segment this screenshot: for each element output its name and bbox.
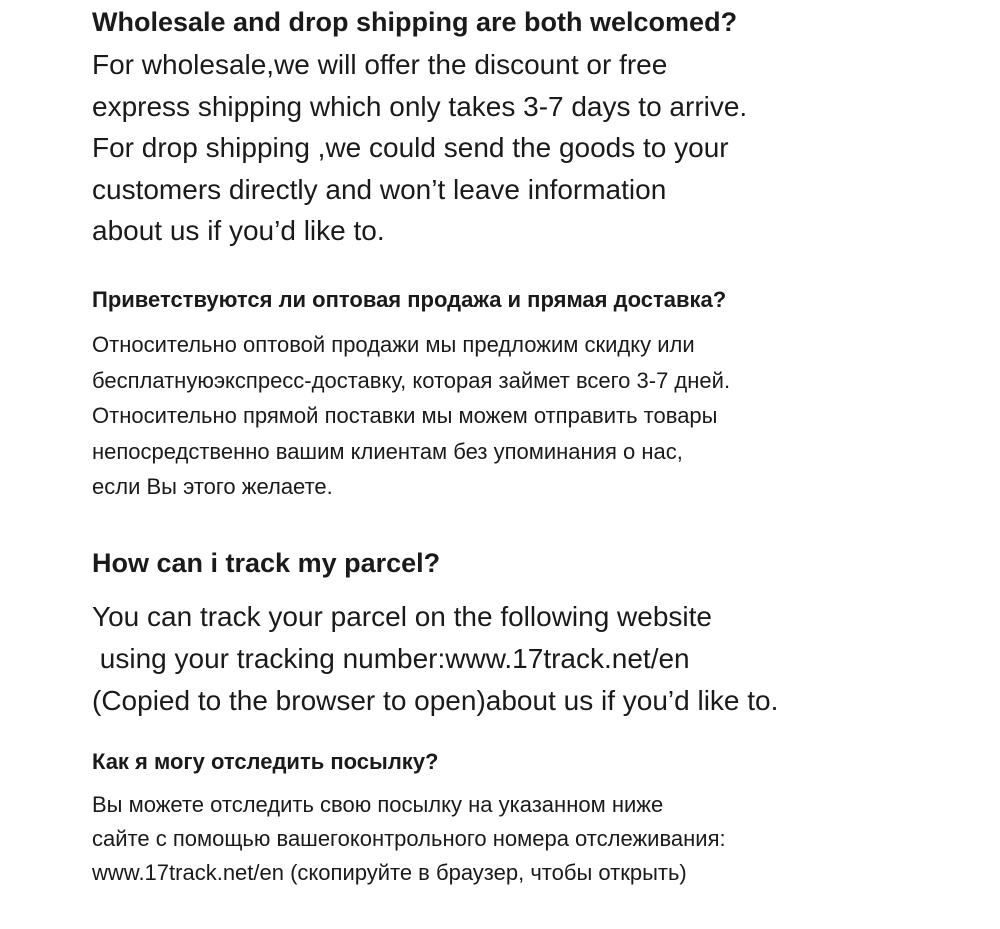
body-line: For wholesale,we will offer the discount or free — [92, 49, 668, 80]
body-line: You can track your parcel on the following website — [92, 601, 712, 632]
faq-section-wholesale-en — [92, 0, 972, 252]
section-body — [92, 788, 972, 890]
faq-section-tracking-en — [92, 541, 972, 722]
body-line: если Вы этого желаете. — [92, 474, 333, 499]
body-line: бесплатнуюэкспресс-доставку, которая займет всего 3-7 дней. — [92, 367, 731, 393]
body-line: сайте с помощью вашегоконтрольного номера отслеживания: — [92, 826, 726, 851]
body-line: using your tracking number:www.17track.net/en — [92, 643, 690, 674]
body-line: For drop shipping ,we could send the goods to your — [92, 132, 729, 163]
body-line: express shipping which only takes 3-7 days to arrive. — [92, 90, 748, 122]
body-line: Вы можете отследить свою посылку на указанном ниже — [92, 792, 664, 817]
body-line: Относительно оптовой продажи мы предложим скидку или — [92, 332, 695, 357]
body-line: about us if you’d like to. — [92, 215, 385, 246]
section-heading: Приветствуются ли оптовая продажа и прямая доставка? — [92, 287, 727, 312]
section-body — [92, 596, 972, 722]
body-line: www.17track.net/en (скопируйте в браузер, чтобы открыть) — [92, 860, 687, 885]
section-heading: Wholesale and drop shipping are both welcomed? — [92, 7, 738, 37]
section-heading: How can i track my parcel? — [92, 548, 441, 578]
section-body — [92, 44, 972, 252]
section-heading: Как я могу отследить посылку? — [92, 749, 439, 774]
body-line: customers directly and won’t leave information — [92, 173, 667, 205]
body-line: непосредственно вашим клиентам без упоминания о нас, — [92, 438, 683, 464]
section-body — [92, 327, 972, 505]
faq-section-tracking-ru — [92, 743, 972, 890]
body-line: Относительно прямой поставки мы можем отправить товары — [92, 403, 718, 428]
body-line: (Copied to the browser to open)about us if you’d like to. — [92, 685, 779, 716]
faq-section-wholesale-ru — [92, 281, 972, 505]
